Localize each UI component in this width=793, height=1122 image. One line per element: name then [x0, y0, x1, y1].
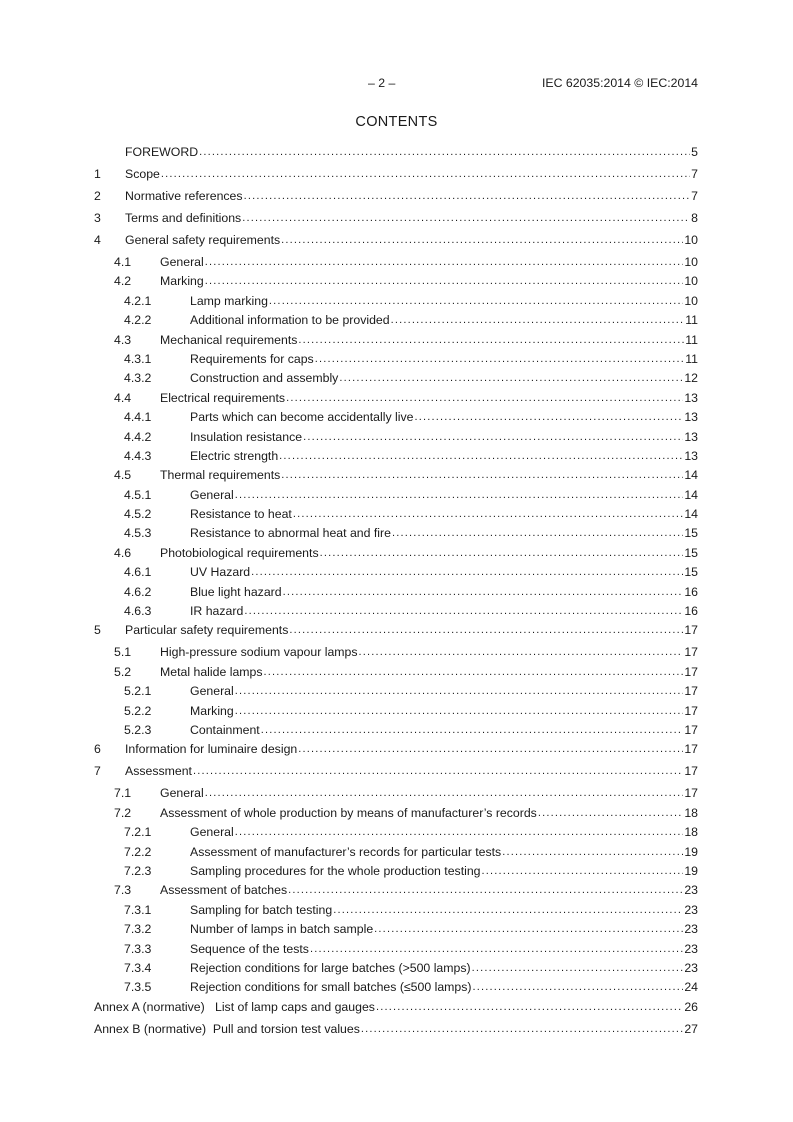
toc-entry-number: 4.2.2 — [124, 313, 152, 328]
toc-entry-title: Annex B (normative) Pull and torsion test values — [94, 1021, 360, 1036]
dot-leader — [235, 824, 684, 838]
dot-leader — [281, 467, 683, 481]
dot-leader — [235, 703, 684, 717]
toc-entry[interactable] — [94, 274, 698, 293]
toc-entry-number: 7.3.3 — [124, 941, 152, 956]
toc-entry-number: 4.6.2 — [124, 584, 152, 599]
toc-entry-number: 4.5.2 — [124, 507, 152, 522]
dot-leader — [339, 370, 683, 384]
toc-entry-title: Containment — [190, 722, 260, 737]
toc-entry-title: Construction and assembly — [190, 371, 339, 386]
dot-leader — [205, 254, 684, 268]
toc-entry-page: 17 — [684, 764, 698, 779]
toc-entry[interactable] — [94, 961, 698, 980]
toc-entry-number: 4.4.3 — [124, 448, 152, 463]
toc-entry[interactable] — [94, 883, 698, 902]
toc-entry-title: FOREWORD — [125, 145, 199, 159]
toc-entry[interactable] — [94, 742, 698, 764]
toc-entry-page: 10 — [684, 293, 698, 308]
toc-entry-page: 18 — [684, 825, 698, 840]
toc-entry-title: Blue light hazard — [190, 584, 282, 599]
toc-entry[interactable] — [94, 704, 698, 723]
toc-entry-title: Assessment of whole production by means of manufacturer’s records — [160, 805, 537, 820]
toc-entry[interactable] — [94, 313, 698, 332]
toc-entry-page: 15 — [684, 565, 698, 580]
toc-entry-number: 5.2.1 — [124, 684, 152, 699]
toc-entry[interactable] — [94, 645, 698, 664]
toc-entry-title: Assessment of manufacturer’s records for particular tests — [190, 844, 502, 859]
toc-entry-title: UV Hazard — [190, 565, 251, 580]
toc-entry-number: 4.6.3 — [124, 604, 152, 619]
toc-entry[interactable] — [94, 430, 698, 449]
toc-entry[interactable] — [94, 665, 698, 684]
toc-entry-number: 4.2.1 — [124, 293, 152, 308]
toc-entry-title: Parts which can become accidentally live — [190, 410, 414, 425]
toc-entry[interactable] — [94, 526, 698, 545]
page-header — [0, 76, 793, 94]
toc-entry-page: 16 — [684, 604, 698, 619]
toc-entry-number: 4.5.1 — [124, 487, 152, 502]
toc-entry-number: 7.3.1 — [124, 902, 152, 917]
toc-entry-title: Requirements for caps — [190, 351, 314, 366]
toc-entry-page: 14 — [684, 507, 698, 522]
toc-entry-title: Thermal requirements — [160, 468, 281, 483]
toc-entry-page: 27 — [684, 1021, 698, 1036]
dot-leader — [283, 584, 684, 598]
dot-leader — [235, 487, 684, 501]
toc-entry-title: Scope — [125, 167, 160, 181]
toc-entry[interactable] — [94, 507, 698, 526]
toc-entry[interactable] — [94, 1022, 698, 1044]
toc-entry[interactable] — [94, 604, 698, 623]
toc-entry-page: 7 — [691, 167, 698, 181]
toc-entry-page: 11 — [685, 332, 698, 347]
dot-leader — [269, 293, 683, 307]
toc-entry[interactable] — [94, 684, 698, 703]
dot-leader — [244, 188, 691, 202]
toc-entry[interactable] — [94, 786, 698, 805]
toc-entry-number: 4 — [94, 233, 101, 247]
toc-entry-title: Information for luminaire design — [125, 742, 298, 757]
toc-entry-page: 14 — [684, 487, 698, 502]
toc-entry-page: 23 — [684, 941, 698, 956]
toc-entry-number: 7.2.2 — [124, 844, 152, 859]
page-number: – 2 – — [368, 76, 396, 90]
toc-entry-title: Sampling procedures for the whole production testing — [190, 863, 481, 878]
toc-entry[interactable] — [94, 352, 698, 371]
toc-entry-page: 24 — [684, 980, 698, 995]
dot-leader — [288, 882, 683, 896]
toc-entry-title: Resistance to abnormal heat and fire — [190, 526, 391, 541]
toc-entry-number: 4.4.2 — [124, 429, 152, 444]
toc-entry-number: 1 — [94, 167, 101, 181]
toc-entry-title: Assessment of batches — [160, 883, 288, 898]
dot-leader — [298, 741, 683, 755]
toc-entry-title: Mechanical requirements — [160, 332, 298, 347]
standard-identifier: IEC 62035:2014 © IEC:2014 — [541, 76, 698, 90]
dot-leader — [261, 722, 684, 736]
toc-entry[interactable] — [94, 723, 698, 742]
toc-entry-title: Resistance to heat — [190, 507, 292, 522]
toc-entry[interactable] — [94, 189, 698, 211]
toc-entry-page: 19 — [684, 844, 698, 859]
dot-leader — [281, 232, 683, 246]
dot-leader — [391, 312, 685, 326]
dot-leader — [244, 603, 683, 617]
toc-entry-page: 23 — [684, 960, 698, 975]
toc-entry[interactable] — [94, 410, 698, 429]
toc-entry-number: 5 — [94, 623, 101, 638]
page-title: CONTENTS — [355, 114, 438, 130]
toc-entry-page: 16 — [684, 584, 698, 599]
toc-entry-number: 5.2 — [114, 664, 132, 679]
toc-entry-page: 13 — [684, 390, 698, 405]
toc-entry-page: 13 — [684, 410, 698, 425]
toc-entry-title: Sequence of the tests — [190, 941, 309, 956]
toc-entry-page: 26 — [684, 999, 698, 1014]
toc-entry-title: General — [190, 684, 234, 699]
toc-entry-page: 23 — [684, 922, 698, 937]
toc-entry-title: Rejection conditions for large batches (>500 lamps) — [190, 960, 471, 975]
toc-entry-title: General — [190, 487, 234, 502]
toc-entry-number: 4.2 — [114, 274, 132, 289]
toc-entry-title: Annex A (normative) List of lamp caps and gauges — [94, 999, 375, 1014]
toc-entry-number: 4.4 — [114, 390, 132, 405]
toc-entry-title: General safety requirements — [125, 233, 281, 247]
toc-entry[interactable] — [94, 1000, 698, 1022]
toc-entry-page: 11 — [685, 313, 698, 328]
toc-entry-number: 6 — [94, 742, 101, 757]
toc-entry-title: Number of lamps in batch sample — [190, 922, 374, 937]
toc-entry-title: Terms and definitions — [125, 211, 242, 225]
toc-entry-title: Particular safety requirements — [125, 623, 289, 638]
toc-entry[interactable] — [94, 391, 698, 410]
toc-entry-page: 17 — [684, 664, 698, 679]
toc-entry-title: Insulation resistance — [190, 429, 303, 444]
dot-leader — [415, 409, 684, 423]
toc-entry-number: 4.6 — [114, 545, 132, 560]
toc-entry-title: Electric strength — [190, 448, 279, 463]
toc-entry-page: 10 — [684, 233, 698, 247]
toc-entry-number: 4.3.1 — [124, 351, 152, 366]
dot-leader — [538, 805, 683, 819]
toc-entry-number: 7.3.5 — [124, 980, 152, 995]
toc-entry-page: 15 — [684, 526, 698, 541]
toc-entry-number: 7.3 — [114, 883, 132, 898]
toc-entry[interactable] — [94, 806, 698, 825]
toc-entry[interactable] — [94, 565, 698, 584]
toc-entry-page: 17 — [684, 722, 698, 737]
toc-entry-number: 2 — [94, 189, 101, 203]
toc-entry-page: 17 — [684, 645, 698, 660]
toc-entry-page: 7 — [691, 189, 698, 203]
toc-entry-title: Normative references — [125, 189, 243, 203]
toc-entry[interactable] — [94, 294, 698, 313]
dot-leader — [205, 785, 684, 799]
dot-leader — [242, 210, 690, 224]
toc-entry-page: 10 — [684, 255, 698, 269]
toc-entry-title: General — [160, 786, 204, 801]
toc-entry[interactable] — [94, 488, 698, 507]
toc-entry-title: Lamp marking — [190, 293, 268, 308]
toc-entry[interactable] — [94, 449, 698, 468]
toc-entry-number: 7.3.4 — [124, 960, 152, 975]
dot-leader — [161, 166, 690, 180]
toc-entry[interactable] — [94, 255, 698, 274]
dot-leader — [193, 763, 683, 777]
toc-entry-number: 4.1 — [114, 255, 132, 269]
dot-leader — [473, 979, 684, 993]
toc-entry-number: 7.3.2 — [124, 922, 152, 937]
dot-leader — [235, 683, 684, 697]
dot-leader — [251, 564, 683, 578]
dot-leader — [359, 644, 684, 658]
toc-entry[interactable] — [94, 922, 698, 941]
toc-entry-page: 17 — [684, 703, 698, 718]
toc-entry-title: Metal halide lamps — [160, 664, 263, 679]
toc-entry-page: 19 — [684, 863, 698, 878]
toc-entry-page: 11 — [685, 351, 698, 366]
toc-entry[interactable] — [94, 333, 698, 352]
toc-entry-page: 15 — [684, 545, 698, 560]
toc-entry-page: 17 — [684, 786, 698, 801]
toc-entry-page: 23 — [684, 883, 698, 898]
toc-entry-page: 14 — [684, 468, 698, 483]
toc-entry-title: IR hazard — [190, 604, 244, 619]
dot-leader — [293, 506, 683, 520]
toc-entry-title: Marking — [160, 274, 204, 289]
dot-leader — [502, 844, 683, 858]
toc-entry-number: 4.3.2 — [124, 371, 152, 386]
dot-leader — [205, 273, 684, 287]
toc-entry[interactable] — [94, 764, 698, 786]
toc-entry[interactable] — [94, 845, 698, 864]
dot-leader — [361, 1021, 683, 1035]
toc-entry-title: High-pressure sodium vapour lamps — [160, 645, 358, 660]
dot-leader — [286, 390, 683, 404]
dot-leader — [303, 429, 683, 443]
toc-entry-number: 5.2.3 — [124, 722, 152, 737]
toc-entry-page: 18 — [684, 805, 698, 820]
toc-entry-title: Sampling for batch testing — [190, 902, 333, 917]
dot-leader — [298, 332, 684, 346]
toc-entry-number: 5.1 — [114, 645, 132, 660]
dot-leader — [289, 622, 683, 636]
toc-entry[interactable] — [94, 825, 698, 844]
dot-leader — [264, 664, 684, 678]
dot-leader — [392, 525, 683, 539]
toc-entry-number: 7.2.3 — [124, 863, 152, 878]
toc-entry-title: General — [190, 825, 234, 840]
toc-entry-title: Rejection conditions for small batches (≤500 lamps) — [190, 980, 472, 995]
toc-entry-number: 3 — [94, 211, 101, 225]
toc-entry-page: 13 — [684, 448, 698, 463]
table-of-contents — [94, 145, 698, 1044]
toc-entry-number: 4.3 — [114, 332, 132, 347]
toc-entry-page: 17 — [684, 623, 698, 638]
toc-entry-title: Additional information to be provided — [190, 313, 390, 328]
dot-leader — [315, 351, 685, 365]
toc-entry-page: 5 — [691, 145, 698, 159]
dot-leader — [374, 921, 683, 935]
toc-entry-number: 4.4.1 — [124, 410, 152, 425]
toc-entry-page: 23 — [684, 902, 698, 917]
dot-leader — [333, 902, 683, 916]
toc-entry[interactable] — [94, 233, 698, 255]
toc-entry-title: Electrical requirements — [160, 390, 286, 405]
toc-entry-title: Marking — [190, 703, 234, 718]
toc-entry-page: 17 — [684, 742, 698, 757]
toc-entry-page: 12 — [684, 371, 698, 386]
toc-entry[interactable] — [94, 211, 698, 233]
toc-entry-number: 4.5 — [114, 468, 132, 483]
toc-entry-number: 4.5.3 — [124, 526, 152, 541]
toc-entry-title: Assessment — [125, 764, 192, 779]
toc-entry[interactable] — [94, 864, 698, 883]
toc-entry-number: 7.2.1 — [124, 825, 152, 840]
dot-leader — [279, 448, 683, 462]
toc-entry-page: 17 — [684, 684, 698, 699]
toc-entry[interactable] — [94, 623, 698, 645]
toc-entry[interactable] — [94, 167, 698, 189]
toc-entry-page: 8 — [691, 211, 698, 225]
dot-leader — [199, 144, 690, 158]
toc-entry[interactable] — [94, 145, 698, 167]
toc-entry-number: 7.2 — [114, 805, 132, 820]
toc-entry[interactable] — [94, 942, 698, 961]
toc-entry-number: 4.6.1 — [124, 565, 152, 580]
toc-entry-title: Photobiological requirements — [160, 545, 319, 560]
toc-entry-number: 7 — [94, 764, 101, 779]
toc-entry-number: 7.1 — [114, 786, 132, 801]
toc-entry[interactable] — [94, 903, 698, 922]
toc-entry-page: 13 — [684, 429, 698, 444]
toc-entry[interactable] — [94, 468, 698, 487]
toc-entry[interactable] — [94, 371, 698, 390]
toc-entry-title: General — [160, 255, 204, 269]
dot-leader — [320, 545, 684, 559]
toc-entry-page: 10 — [684, 274, 698, 289]
toc-entry[interactable] — [94, 980, 698, 999]
dot-leader — [376, 999, 683, 1013]
dot-leader — [310, 941, 683, 955]
toc-entry[interactable] — [94, 546, 698, 565]
toc-entry[interactable] — [94, 585, 698, 604]
dot-leader — [482, 863, 684, 877]
dot-leader — [472, 960, 684, 974]
toc-entry-number: 5.2.2 — [124, 703, 152, 718]
